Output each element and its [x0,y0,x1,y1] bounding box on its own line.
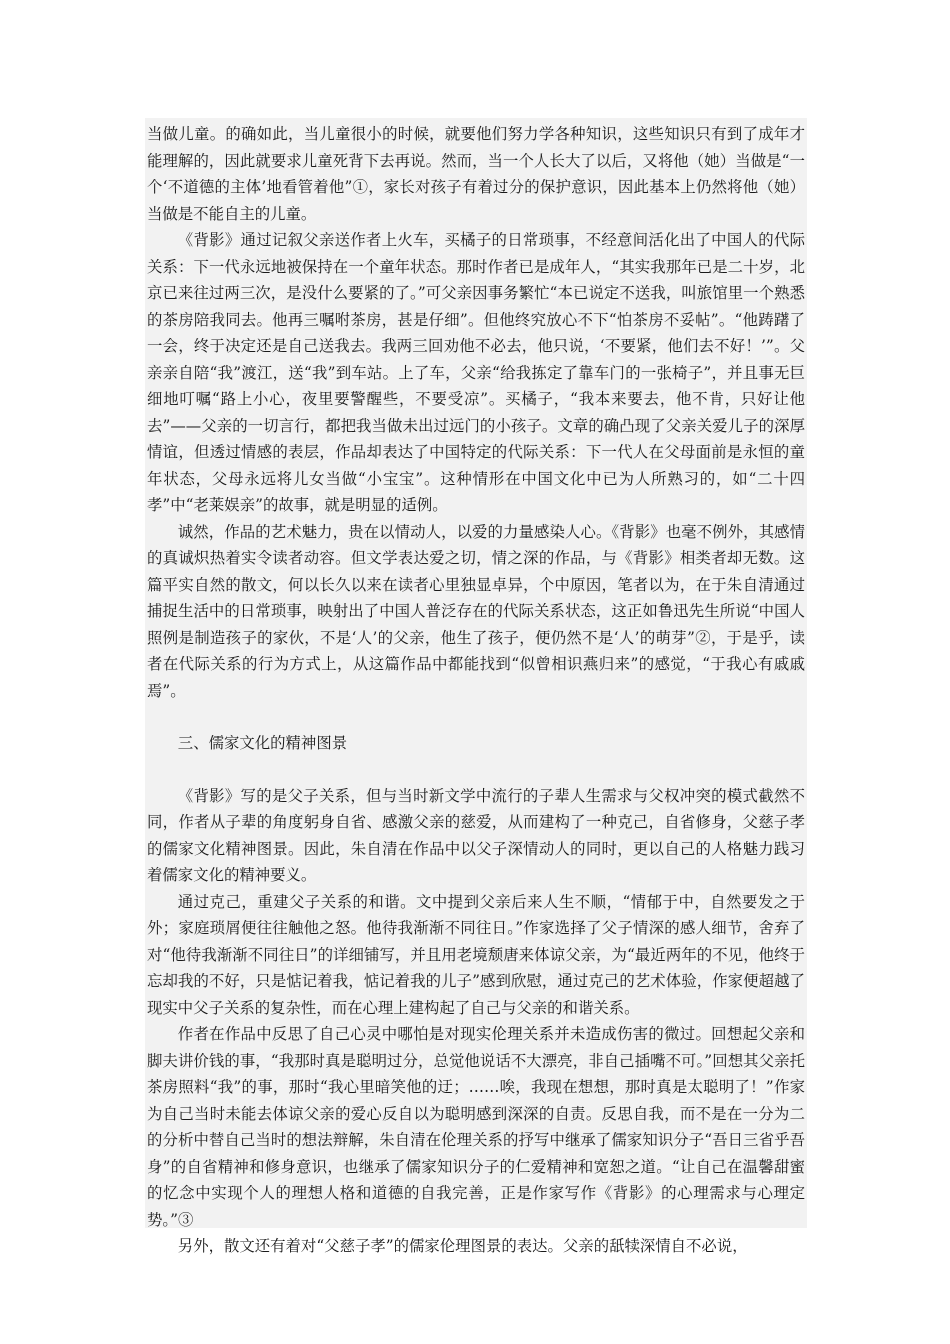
paragraph-continuation: 当做儿童。的确如此，当儿童很小的时候，就要他们努力学各种知识，这些知识只有到了成年才能理解的，因此就要求儿童死背下去再说。然而，当一个人长大了以后，又将他（她）当做是“一个‘不道德的主体’地看管着他”①，家长对孩子有着过分的保护意识，因此基本上仍然将他（她）当做是不能自主的儿童。 [147,125,805,223]
paragraph: 《背影》通过记叙父亲送作者上火车，买橘子的日常琐事，不经意间活化出了中国人的代际关系：下一代永远地被保持在一个童年状态。那时作者已是成年人，“其实我那年已是二十岁，北京已来往过两三次，是没什么要紧的了。”可父亲因事务繁忙“本已说定不送我，叫旅馆里一个熟悉的茶房陪我同去。他再三嘱咐茶房，甚是仔细”。但他终究放心不下“怕茶房不妥帖”。“他踌躇了一会，终于决定还是自己送我去。我两三回劝他不必去，他只说，‘不要紧，他们去不好！’”。父亲亲自陪“我”渡江，送“我”到车站。上了车，父亲“给我拣定了靠车门的一张椅子”，并且事无巨细地叮嘱“路上小心，夜里要警醒些，不要受凉”。买橘子，“我本来要去，他不肯，只好让他去”——父亲的一切言行，都把我当做未出过远门的小孩子。文章的确凸现了父亲关爱儿子的深厚情谊，但透过情感的表层，作品却表达了中国特定的代际关系：下一代人在父母面前是永恒的童年状态，父母永远将儿女当做“小宝宝”。这种情形在中国文化中已为人所熟习的，如“二十四孝”中“老莱娱亲”的故事，就是明显的适例。 [147,231,805,514]
paragraph: 《背影》写的是父子关系，但与当时新文学中流行的子辈人生需求与父权冲突的模式截然不同，作者从子辈的角度躬身自省、感激父亲的慈爱，从而建构了一种克己，自省修身，父慈子孝的儒家文化精神图景。因此，朱自清在作品中以父子深情动人的同时，更以自己的人格魅力践习着儒家文化的精神要义。 [147,786,805,884]
paragraph: 通过克己，重建父子关系的和谐。文中提到父亲后来人生不顺，“情郁于中，自然要发之于外；家庭琐屑便往往触他之怒。他待我渐渐不同往日。”作家选择了父子情深的感人细节，舍弃了对“他待我渐渐不同往日”的详细铺写，并且用老境颓唐来体谅父亲，为“最近两年的不见，他终于忘却我的不好，只是惦记着我，惦记着我的儿子”感到欣慰，通过克己的艺术体验，作家便超越了现实中父子关系的复杂性，而在心理上建构起了自己与父亲的和谐关系。 [147,892,805,1017]
section-heading: 三、儒家文化的精神图景 [177,734,348,752]
paragraph: 诚然，作品的艺术魅力，贵在以情动人，以爱的力量感染人心。《背影》也毫不例外，其感情的真诚炽热着实令读者动容。但文学表达爱之切，情之深的作品，与《背影》相类者却无数。这篇平实自然的散文，何以长久以来在读者心里独显卓异，个中原因，笔者以为，在于朱自清通过捕捉生活中的日常琐事，映射出了中国人普泛存在的代际关系状态，这正如鲁迅先生所说“中国人照例是制造孩子的家伙，不是‘人’的父亲，他生了孩子，便仍然不是‘人’的萌芽”②，于是乎，读者在代际关系的行为方式上，从这篇作品中都能找到“似曾相识燕归来”的感觉，“于我心有戚戚焉”。 [147,522,805,700]
article-body [147,121,805,1260]
paragraph: 作者在作品中反思了自己心灵中哪怕是对现实伦理关系并未造成伤害的微过。回想起父亲和脚夫讲价钱的事，“我那时真是聪明过分，总觉他说话不大漂亮，非自己插嘴不可。”回想其父亲托茶房照料“我”的事，那时“我心里暗笑他的迂；……唉，我现在想想，那时真是太聪明了！”作家为自己当时未能去体谅父亲的爱心反自以为聪明感到深深的自责。反思自我，而不是在一分为二的分析中替自己当时的想法辩解，朱自清在伦理关系的抒写中继承了儒家知识分子“吾日三省乎吾身”的自省精神和修身意识，也继承了儒家知识分子的仁爱精神和宽恕之道。“让自己在温馨甜蜜的忆念中实现个人的理想人格和道德的自我完善，正是作家写作《背影》的心理需求与心理定势。”③ [147,1025,805,1229]
paragraph: 另外，散文还有着对“父慈子孝”的儒家伦理图景的表达。父亲的舐犊深情自不必说， [177,1237,748,1255]
